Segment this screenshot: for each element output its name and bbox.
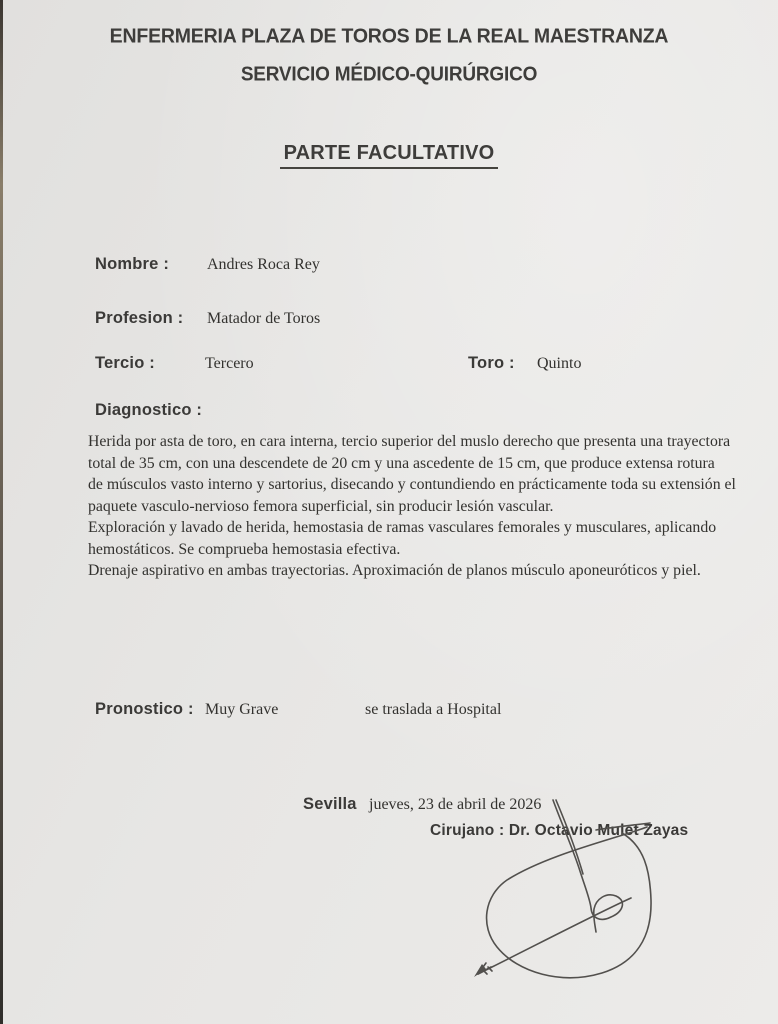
header-service: SERVICIO MÉDICO-QUIRÚRGICO [240, 63, 538, 86]
diagnostico-line: Exploración y lavado de herida, hemostasia de ramas vasculares femorales y musculares, aplicando [88, 519, 717, 537]
city-label: Sevilla [303, 795, 357, 813]
toro-label: Toro : [468, 354, 515, 372]
profesion-label: Profesion : [95, 309, 184, 327]
pronostico-note: se traslada a Hospital [365, 701, 502, 718]
pronostico-value: Muy Grave [205, 701, 279, 718]
nombre-value: Andres Roca Rey [207, 256, 320, 273]
diagnostico-line: Herida por asta de toro, en cara interna, tercio superior del muslo derecho que presenta una trayectora [88, 433, 731, 450]
drenaje-line: Drenaje aspirativo en ambas trayectorias. Aproximación de planos músculo aponeuróticos y piel. [88, 562, 701, 579]
diagnostico-line: paquete vasculo-nervioso femora superficial, sin producir lesión vascular. [88, 497, 554, 515]
drenaje-text [88, 560, 736, 582]
toro-value: Quinto [537, 355, 582, 372]
diagnostico-line: hemostáticos. Se comprueba hemostasia efectiva. [88, 540, 401, 558]
tercio-label: Tercio : [95, 354, 155, 372]
header-institution: ENFERMERIA PLAZA DE TOROS DE LA REAL MAESTRANZA [109, 24, 669, 48]
nombre-label: Nombre : [95, 255, 170, 273]
diagnostico-label: Diagnostico : [95, 401, 203, 419]
diagnostico-line: total de 35 cm, con una descendete de 20 cm y una ascedente de 15 cm, que produce extensa rotura [88, 454, 715, 472]
diagnostico-line: de músculos vasto interno y sartorius, disecando y contundiendo en prácticamente toda su extensión el [88, 476, 736, 494]
date-value: jueves, 23 de abril de 2026 [369, 796, 542, 813]
cirujano-line: Cirujano : Dr. Octavio Mulet Zayas [430, 822, 689, 839]
document-title [0, 142, 778, 169]
document-title-text: PARTE FACULTATIVO [280, 142, 499, 169]
profesion-value: Matador de Toros [207, 310, 321, 327]
diagnostico-text [88, 431, 736, 561]
pronostico-label: Pronostico : [95, 700, 194, 718]
signature-scribble [450, 786, 712, 1018]
tercio-value: Tercero [205, 355, 254, 372]
